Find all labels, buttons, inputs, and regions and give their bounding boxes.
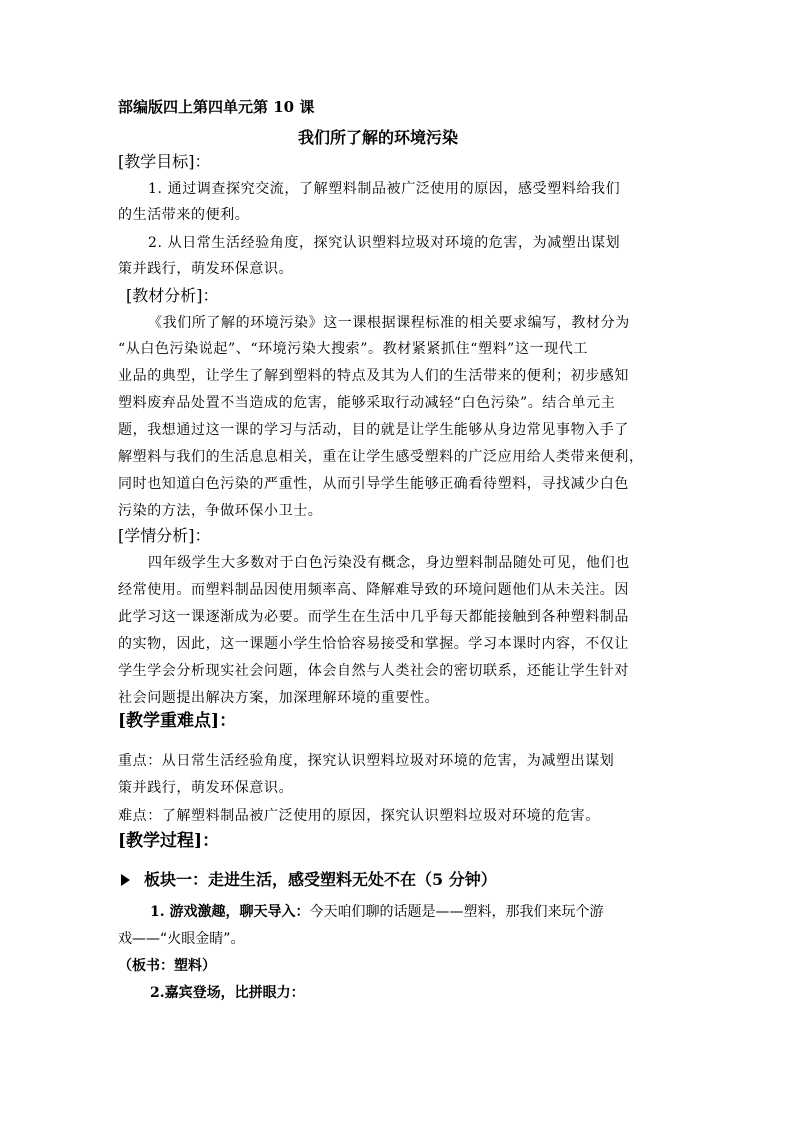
lesson-label: 部编版四上第四单元第 10 课 — [118, 98, 315, 116]
analysis-line: 业品的典型，让学生了解到塑料的特点及其为人们的生活带来的便利；初步感知 — [118, 368, 629, 384]
block-1-title-row — [121, 872, 497, 888]
block-1-title: 板块一：走进生活，感受塑料无处不在（5 分钟） — [144, 870, 497, 889]
step-1-text: 今天咱们聊的话题是——塑料，那我们来玩个游 — [309, 904, 604, 920]
objective-2-line-2: 策并践行，萌发环保意识。 — [118, 261, 294, 277]
step-1-label: 1. 游戏激趣，聊天导入： — [150, 904, 310, 920]
objective-1-line-1: 1. 通过调查探究交流，了解塑料制品被广泛使用的原因，感受塑料给我们 — [148, 181, 621, 197]
learner-line: 社会问题提出解决方案，加深理解环境的重要性。 — [118, 690, 440, 706]
analysis-line: 解塑料与我们的生活息息相关，重在让学生感受塑料的广泛应用给人类带来便利， — [118, 449, 644, 465]
step-1-line-2: 戏——“火眼金睛”。 — [118, 931, 245, 947]
analysis-line: 塑料废弃品处置不当造成的危害，能够采取行动减轻“白色污染”。结合单元主 — [118, 395, 616, 411]
objectives-heading: [教学目标]： — [118, 152, 211, 171]
learner-line: 经常使用。而塑料制品因使用频率高、降解难导致的环境问题他们从未关注。因 — [118, 582, 629, 598]
analysis-heading: [教材分析]： — [126, 286, 219, 305]
process-heading: [教学过程]： — [118, 831, 220, 851]
analysis-line: 题，我想通过这一课的学习与活动，目的就是让学生能够从身边常见事物入手了 — [118, 422, 629, 438]
step-1-row — [150, 905, 604, 919]
learner-line: 此学习这一课逐渐成为必要。而学生在生活中几乎每天都能接触到各种塑料制品 — [118, 609, 629, 625]
learner-heading: [学情分析]： — [118, 526, 211, 545]
analysis-line: 污染的方法，争做环保小卫士。 — [118, 503, 323, 519]
analysis-line: 《我们所了解的环境污染》这一课根据课程标准的相关要求编写，教材分为 — [148, 315, 630, 331]
learner-line: 的实物，因此，这一课题小学生恰恰容易接受和掌握。学习本课时内容，不仅让 — [118, 636, 629, 652]
arrow-bullet-icon — [121, 874, 130, 886]
difficult-point: 难点：了解塑料制品被广泛使用的原因，探究认识塑料垃圾对环境的危害。 — [118, 808, 600, 824]
objective-1-line-2: 的生活带来的便利。 — [118, 207, 250, 223]
document-title: 我们所了解的环境污染 — [298, 128, 459, 147]
keypoints-heading: [教学重难点]： — [118, 711, 237, 731]
learner-line: 四年级学生大多数对于白色污染没有概念，身边塑料制品随处可见，他们也 — [148, 555, 630, 571]
key-point-line-2: 策并践行，萌发环保意识。 — [118, 780, 294, 796]
analysis-line: “从白色污染说起”、“环境污染大搜索”。教材紧紧抓住“塑料”这一现代工 — [118, 341, 588, 357]
objective-2-line-1: 2. 从日常生活经验角度，探究认识塑料垃圾对环境的危害，为减塑出谋划 — [148, 235, 621, 251]
step-2-title: 2.嘉宾登场，比拼眼力： — [150, 985, 305, 1001]
learner-line: 学生学会分析现实社会问题，体会自然与人类社会的密切联系，还能让学生针对 — [118, 663, 629, 679]
key-point-line-1: 重点：从日常生活经验角度，探究认识塑料垃圾对环境的危害，为减塑出谋划 — [118, 753, 615, 769]
board-note: （板书：塑料） — [118, 958, 216, 974]
analysis-line: 同时也知道白色污染的严重性，从而引导学生能够正确看待塑料，寻找减少白色 — [118, 476, 629, 492]
